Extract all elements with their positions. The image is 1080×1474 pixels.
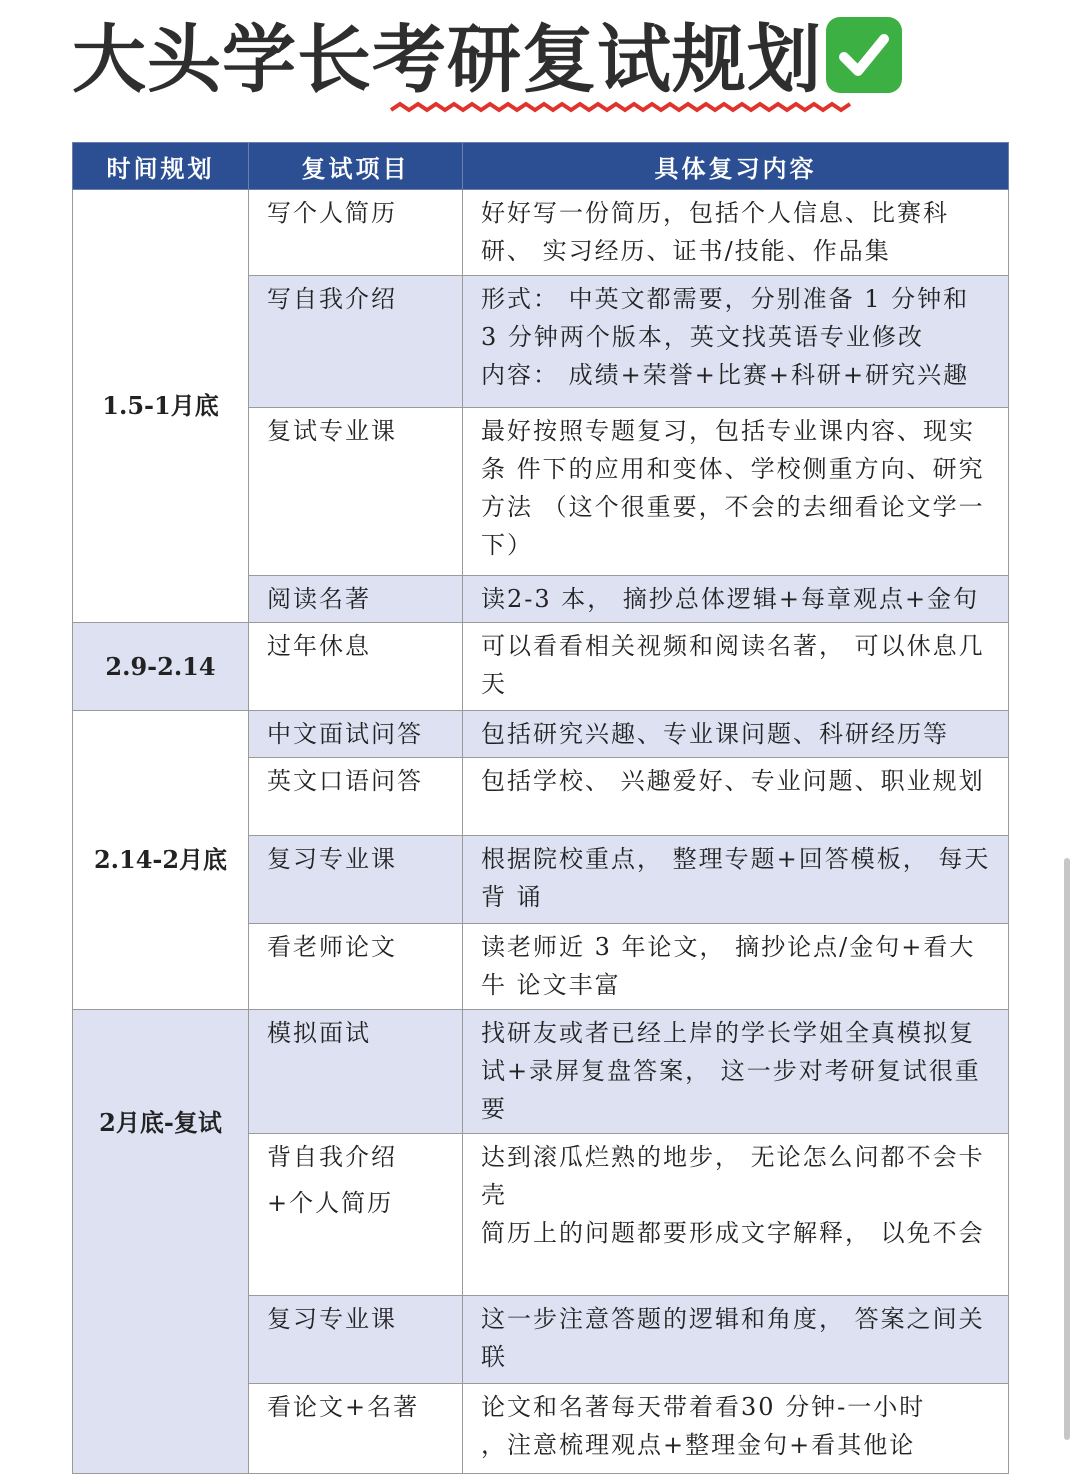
item-text: 背自我介绍 bbox=[267, 1143, 397, 1171]
table-row bbox=[73, 190, 1009, 276]
content-cell bbox=[463, 924, 1009, 1010]
content-cell bbox=[463, 1296, 1009, 1384]
content-text: 找研友或者已经上岸的学长学姐全真模拟复 试+录屏复盘答案， 这一步对考研复试很重要 bbox=[481, 1019, 981, 1123]
content-cell bbox=[463, 408, 1009, 576]
item-cell bbox=[249, 1296, 463, 1384]
item-text: 看论文+名著 bbox=[267, 1393, 420, 1421]
item-cell bbox=[249, 1384, 463, 1474]
item-text: 阅读名著 bbox=[267, 585, 371, 613]
item-cell bbox=[249, 836, 463, 924]
page-title-text: 大头学长考研复试规划 bbox=[72, 17, 822, 103]
table-row bbox=[73, 1010, 1009, 1134]
content-text: 形式： 中英文都需要，分别准备 1 分钟和 3 分钟两个版本，英文找英语专业修改 bbox=[481, 285, 970, 351]
content-text: 包括研究兴趣、专业课问题、科研经历等 bbox=[481, 720, 949, 748]
content-cell bbox=[463, 1384, 1009, 1474]
page-title bbox=[72, 12, 902, 108]
content-text: 简历上的问题都要形成文字解释， 以免不会 bbox=[481, 1219, 985, 1247]
item-cell bbox=[249, 711, 463, 758]
table-row bbox=[73, 711, 1009, 758]
header-review-item: 复试项目 bbox=[249, 143, 463, 190]
period-cell: 2.14-2月底 bbox=[73, 711, 249, 1010]
content-text: 包括学校、 兴趣爱好、专业问题、职业规划 bbox=[481, 767, 985, 795]
item-text: +个人简历 bbox=[267, 1189, 394, 1217]
content-cell bbox=[463, 711, 1009, 758]
period-cell: 2月底-复试 bbox=[73, 1010, 249, 1474]
title-wavy-underline bbox=[390, 96, 860, 118]
content-text: 读老师近 3 年论文， 摘抄论点/金句+看大牛 论文丰富 bbox=[481, 933, 976, 999]
item-text: 写自我介绍 bbox=[267, 285, 397, 313]
content-cell bbox=[463, 190, 1009, 276]
header-review-content: 具体复习内容 bbox=[463, 143, 1009, 190]
content-text: 可以看看相关视频和阅读名著， 可以休息几 天 bbox=[481, 632, 985, 698]
item-cell bbox=[249, 758, 463, 836]
item-text: 过年休息 bbox=[267, 632, 371, 660]
content-text: 读2-3 本， 摘抄总体逻辑+每章观点+金句 bbox=[481, 585, 980, 613]
item-cell bbox=[249, 623, 463, 711]
item-text: 复试专业课 bbox=[267, 417, 397, 445]
content-cell bbox=[463, 623, 1009, 711]
item-cell bbox=[249, 276, 463, 408]
item-text: 看老师论文 bbox=[267, 933, 397, 961]
item-text: 写个人简历 bbox=[267, 199, 397, 227]
item-text: 复习专业课 bbox=[267, 1305, 397, 1333]
review-plan-table bbox=[72, 142, 1009, 1474]
item-cell bbox=[249, 1134, 463, 1296]
content-text: 内容： 成绩+荣誉+比赛+科研+研究兴趣 bbox=[481, 361, 970, 389]
table-row bbox=[73, 623, 1009, 711]
vertical-scrollbar[interactable] bbox=[1064, 858, 1070, 1440]
item-cell bbox=[249, 576, 463, 623]
check-mark-icon bbox=[826, 17, 902, 93]
content-cell bbox=[463, 1134, 1009, 1296]
item-cell bbox=[249, 190, 463, 276]
content-text: ，注意梳理观点+整理金句+看其他论 bbox=[481, 1431, 916, 1459]
content-cell bbox=[463, 1010, 1009, 1134]
content-cell bbox=[463, 276, 1009, 408]
period-cell: 1.5-1月底 bbox=[73, 190, 249, 623]
content-cell bbox=[463, 576, 1009, 623]
content-text: 好好写一份简历，包括个人信息、比赛科研、 实习经历、证书/技能、作品集 bbox=[481, 199, 949, 265]
period-cell: 2.9-2.14 bbox=[73, 623, 249, 711]
item-text: 复习专业课 bbox=[267, 845, 397, 873]
table-header-row bbox=[73, 143, 1009, 190]
content-text: 论文和名著每天带着看30 分钟-一小时 bbox=[481, 1393, 926, 1421]
item-cell bbox=[249, 1010, 463, 1134]
content-cell bbox=[463, 836, 1009, 924]
item-cell bbox=[249, 408, 463, 576]
content-text: 最好按照专题复习，包括专业课内容、现实条 件下的应用和变体、学校侧重方向、研究方法 （这个很重要，不会的去细看论文学一下） bbox=[481, 417, 985, 559]
content-text: 根据院校重点， 整理专题+回答模板， 每天背 诵 bbox=[481, 845, 991, 911]
header-time-plan: 时间规划 bbox=[73, 143, 249, 190]
item-text: 模拟面试 bbox=[267, 1019, 371, 1047]
item-text: 中文面试问答 bbox=[267, 720, 423, 748]
content-text: 达到滚瓜烂熟的地步， 无论怎么问都不会卡 壳 bbox=[481, 1143, 985, 1209]
content-text: 这一步注意答题的逻辑和角度， 答案之间关 联 bbox=[481, 1305, 985, 1371]
item-text: 英文口语问答 bbox=[267, 767, 423, 795]
content-cell bbox=[463, 758, 1009, 836]
item-cell bbox=[249, 924, 463, 1010]
